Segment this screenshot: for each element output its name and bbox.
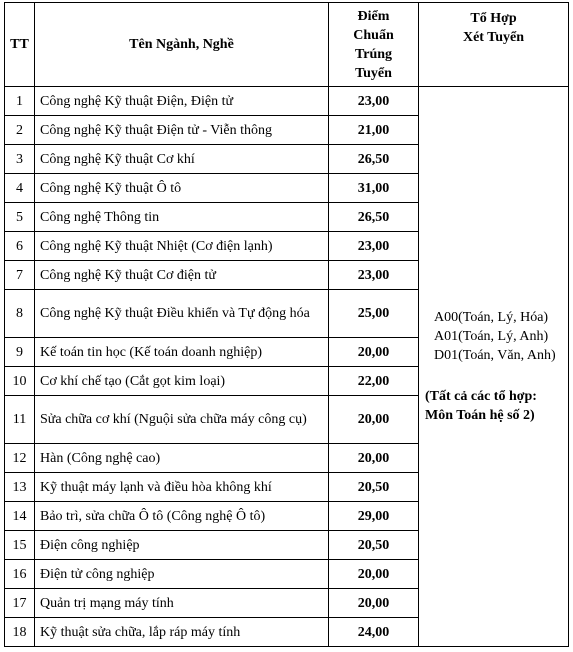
row-number: 8 — [5, 290, 35, 338]
major-name: Sửa chữa cơ khí (Nguội sửa chữa máy công cụ) — [35, 396, 329, 444]
header-score-line: Trúng — [354, 46, 393, 62]
row-number: 6 — [5, 232, 35, 261]
header-tt: TT — [5, 3, 35, 87]
major-name: Công nghệ Kỹ thuật Cơ khí — [35, 145, 329, 174]
row-number: 15 — [5, 531, 35, 560]
combination-cell — [419, 87, 569, 647]
combination-note: (Tất cả các tổ hợp: Môn Toán hệ số 2) — [425, 389, 537, 423]
row-number: 1 — [5, 87, 35, 116]
combination-d01: D01(Toán, Văn, Anh) — [434, 348, 556, 363]
major-name: Cơ khí chế tạo (Cắt gọt kim loại) — [35, 367, 329, 396]
row-number: 14 — [5, 502, 35, 531]
major-name: Công nghệ Kỹ thuật Cơ điện tử — [35, 261, 329, 290]
admission-score: 31,00 — [329, 174, 419, 203]
major-name: Công nghệ Thông tin — [35, 203, 329, 232]
admission-score: 25,00 — [329, 290, 419, 338]
admission-score: 26,50 — [329, 203, 419, 232]
admission-score: 23,00 — [329, 87, 419, 116]
admission-score: 20,00 — [329, 338, 419, 367]
admission-score: 20,00 — [329, 396, 419, 444]
major-name: Công nghệ Kỹ thuật Ô tô — [35, 174, 329, 203]
admission-score: 21,00 — [329, 116, 419, 145]
admission-score: 20,00 — [329, 589, 419, 618]
combination-a00: A00(Toán, Lý, Hóa) — [434, 310, 549, 325]
major-name: Kế toán tin học (Kế toán doanh nghiệp) — [35, 338, 329, 367]
admission-score: 20,00 — [329, 560, 419, 589]
admission-score: 26,50 — [329, 145, 419, 174]
admission-score: 24,00 — [329, 618, 419, 647]
row-number: 17 — [5, 589, 35, 618]
header-combination-line: Tổ Hợp — [470, 11, 517, 26]
header-row — [5, 3, 569, 87]
major-name: Bảo trì, sửa chữa Ô tô (Công nghệ Ô tô) — [35, 502, 329, 531]
admission-score: 22,00 — [329, 367, 419, 396]
row-number: 12 — [5, 444, 35, 473]
header-score-line: Điểm — [357, 8, 390, 24]
major-name: Công nghệ Kỹ thuật Nhiệt (Cơ điện lạnh) — [35, 232, 329, 261]
header-score-line: Chuẩn — [353, 27, 394, 43]
table-row — [5, 87, 569, 116]
row-number: 2 — [5, 116, 35, 145]
major-name: Kỹ thuật máy lạnh và điều hòa không khí — [35, 473, 329, 502]
major-name: Công nghệ Kỹ thuật Điều khiển và Tự động hóa — [35, 290, 329, 338]
header-score — [329, 3, 419, 87]
row-number: 11 — [5, 396, 35, 444]
row-number: 16 — [5, 560, 35, 589]
admission-score: 29,00 — [329, 502, 419, 531]
major-name: Kỹ thuật sửa chữa, lắp ráp máy tính — [35, 618, 329, 647]
major-name: Điện công nghiệp — [35, 531, 329, 560]
row-number: 18 — [5, 618, 35, 647]
header-combination — [419, 3, 569, 87]
admission-score: 20,00 — [329, 444, 419, 473]
row-number: 7 — [5, 261, 35, 290]
row-number: 10 — [5, 367, 35, 396]
header-combination-line: Xét Tuyển — [462, 30, 525, 45]
admission-score: 23,00 — [329, 232, 419, 261]
row-number: 5 — [5, 203, 35, 232]
row-number: 3 — [5, 145, 35, 174]
major-name: Công nghệ Kỹ thuật Điện tử - Viễn thông — [35, 116, 329, 145]
combination-a01: A01(Toán, Lý, Anh) — [434, 329, 549, 344]
major-name: Hàn (Công nghệ cao) — [35, 444, 329, 473]
major-name: Công nghệ Kỹ thuật Điện, Điện tử — [35, 87, 329, 116]
admission-score-table — [4, 2, 569, 647]
header-score-line: Tuyển — [355, 65, 392, 81]
row-number: 4 — [5, 174, 35, 203]
major-name: Điện tử công nghiệp — [35, 560, 329, 589]
admission-score: 20,50 — [329, 531, 419, 560]
major-name: Quản trị mạng máy tính — [35, 589, 329, 618]
admission-score: 20,50 — [329, 473, 419, 502]
admission-score: 23,00 — [329, 261, 419, 290]
header-name: Tên Ngành, Nghề — [35, 3, 329, 87]
row-number: 13 — [5, 473, 35, 502]
row-number: 9 — [5, 338, 35, 367]
